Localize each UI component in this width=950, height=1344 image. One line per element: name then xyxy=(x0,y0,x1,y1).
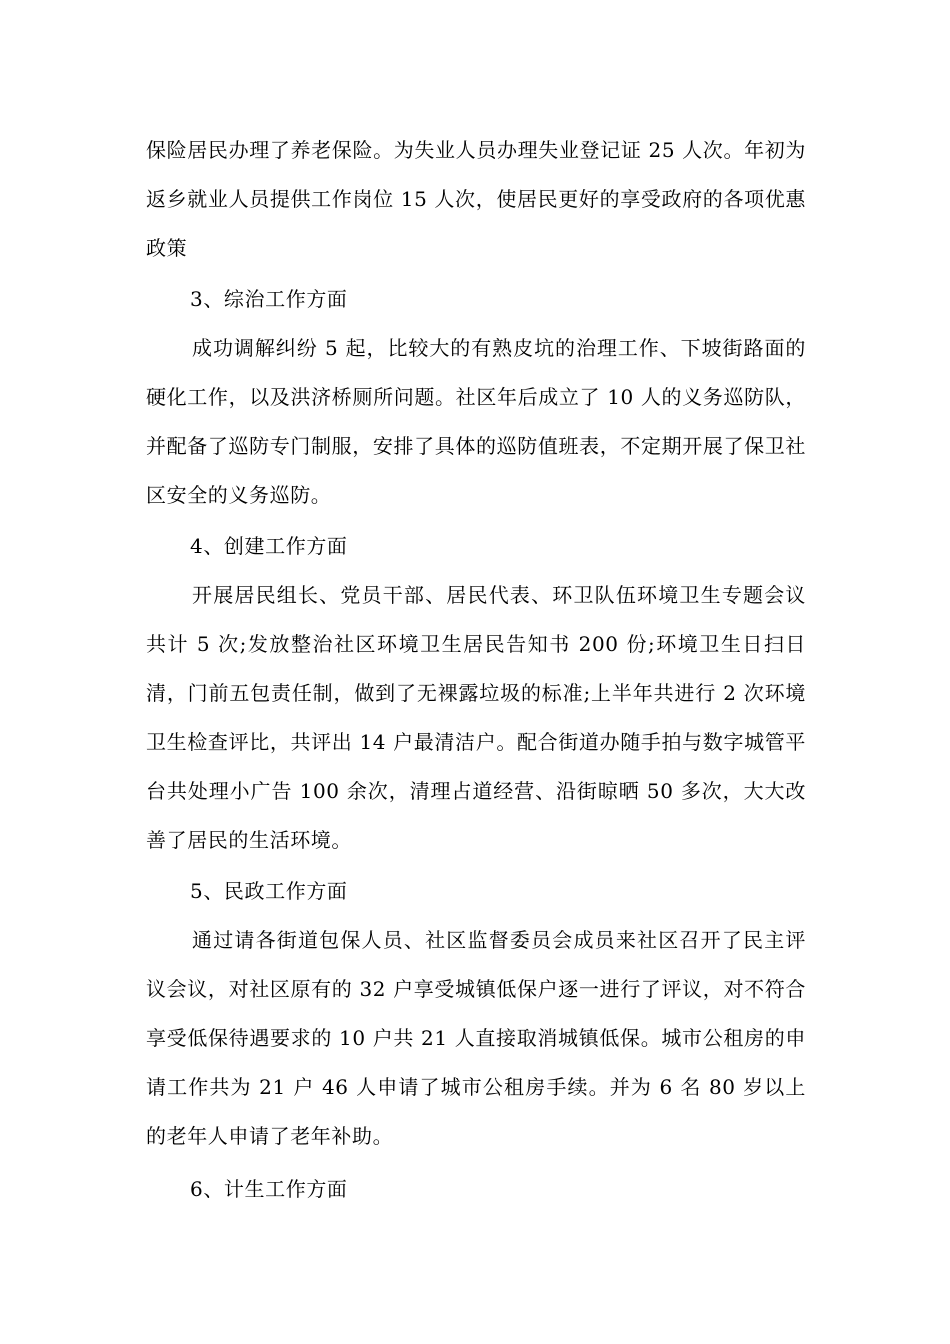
paragraph-pension-employment: 保险居民办理了养老保险。为失业人员办理失业登记证 25 人次。年初为返乡就业人员提供工作岗位 15 人次，使居民更好的享受政府的各项优惠政策 xyxy=(146,138,806,260)
document-body xyxy=(146,126,806,1214)
heading-creation-work: 4、创建工作方面 xyxy=(190,534,348,558)
heading-civil-affairs: 5、民政工作方面 xyxy=(190,879,348,903)
paragraph-civil-affairs: 通过请各街道包保人员、社区监督委员会成员来社区召开了民主评议会议，对社区原有的 32 户享受城镇低保户逐一进行了评议，对不符合享受低保待遇要求的 10 户共 21 人直接取消城镇低保。城市公租房的申请工作共为 21 户 46 人申请了城市公租房手续。并为 6 名 80 岁以上的老年人申请了老年补助。 xyxy=(146,928,806,1148)
heading-family-planning: 6、计生工作方面 xyxy=(190,1177,348,1201)
heading-comprehensive-governance: 3、综治工作方面 xyxy=(190,287,348,311)
paragraph-comprehensive-governance: 成功调解纠纷 5 起，比较大的有熟皮坑的治理工作、下坡街路面的硬化工作，以及洪济桥厕所问题。社区年后成立了 10 人的义务巡防队，并配备了巡防专门制服，安排了具体的巡防值班表，不定期开展了保卫社区安全的义务巡防。 xyxy=(146,336,806,507)
paragraph-creation-work: 开展居民组长、党员干部、居民代表、环卫队伍环境卫生专题会议共计 5 次;发放整治社区环境卫生居民告知书 200 份;环境卫生日扫日清，门前五包责任制，做到了无裸露垃圾的标准;上半年共进行 2 次环境卫生检查评比，共评出 14 户最清洁户。配合街道办随手拍与数字城管平台共处理小广告 100 余次，清理占道经营、沿街晾晒 50 多次，大大改善了居民的生活环境。 xyxy=(146,583,806,852)
